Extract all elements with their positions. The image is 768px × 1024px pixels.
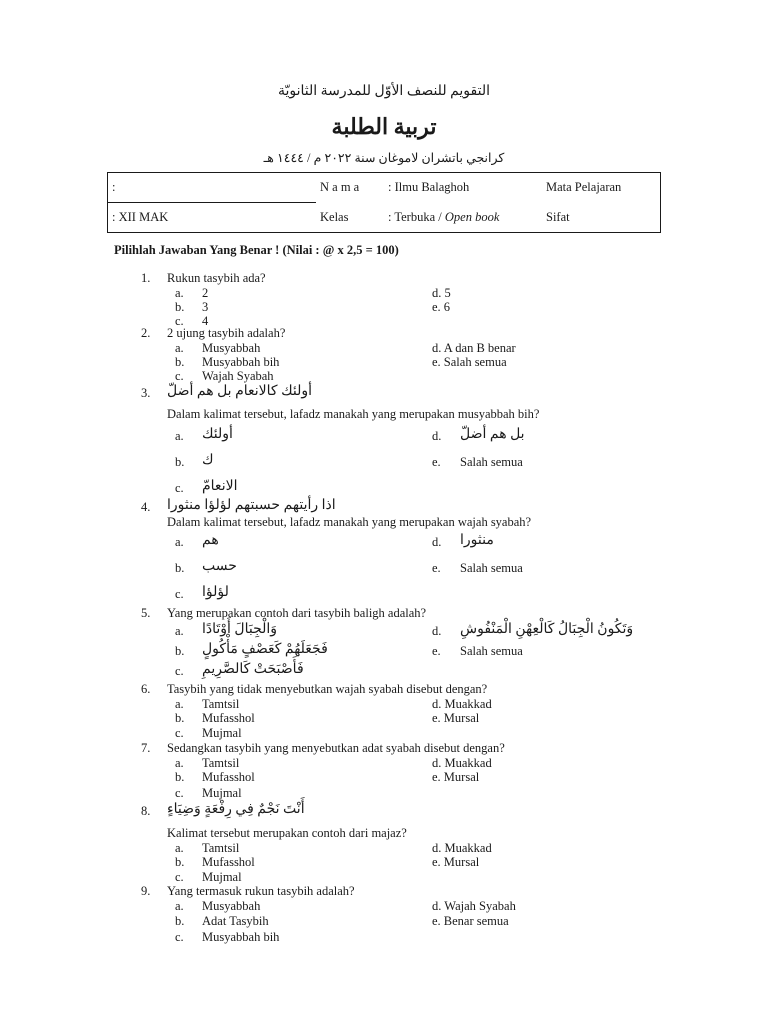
option-letter-e: e. xyxy=(432,561,441,575)
option-letter-a: a. xyxy=(175,697,184,711)
question-number: 5. xyxy=(141,606,151,620)
option-letter-b: b. xyxy=(175,355,185,369)
option-e: e. 6 xyxy=(432,300,451,314)
class-value: : XII MAK xyxy=(108,203,317,233)
question-text: اذا رأيتهم حسبتهم لؤلؤا منثورا xyxy=(167,498,336,513)
option-b: حسب xyxy=(202,559,237,574)
option-letter-c: c. xyxy=(175,481,184,495)
option-a: هم xyxy=(202,533,219,548)
option-c: Musyabbah bih xyxy=(202,930,280,944)
question-subtext: Dalam kalimat tersebut, lafadz manakah yang merupakan wajah syabah? xyxy=(167,515,532,529)
option-letter-b: b. xyxy=(175,770,185,784)
exam-header-line: التقويم للنصف الأوّل للمدرسة الثانويّة xyxy=(278,84,490,99)
question-text: أَنْتَ نَجْمٌ فِي رِفْعَةٍ وَضِيَاءٍ xyxy=(167,802,305,817)
question-number: 6. xyxy=(141,682,151,696)
option-c: 4 xyxy=(202,314,209,328)
option-e: Salah semua xyxy=(460,561,523,575)
type-value xyxy=(384,203,542,233)
option-c: الانعامّ xyxy=(202,479,238,494)
option-letter-a: a. xyxy=(175,756,184,770)
option-letter-a: a. xyxy=(175,429,184,443)
option-c: Mujmal xyxy=(202,726,242,740)
option-letter-b: b. xyxy=(175,855,185,869)
option-a: Musyabbah xyxy=(202,899,261,913)
option-e: e. Mursal xyxy=(432,770,480,784)
option-d: d. Muakkad xyxy=(432,697,492,711)
option-b: Mufasshol xyxy=(202,770,255,784)
option-letter-d: d. xyxy=(432,535,442,549)
option-d: وَتَكُونُ الْجِبَالُ كَالْعِهْنِ الْمَنْفُوشِ xyxy=(460,622,634,637)
option-c: Wajah Syabah xyxy=(202,369,274,383)
option-letter-c: c. xyxy=(175,870,184,884)
option-e: e. Mursal xyxy=(432,855,480,869)
option-letter-c: c. xyxy=(175,587,184,601)
question-number: 1. xyxy=(141,271,151,285)
subject-label: Mata Pelajaran xyxy=(546,180,622,195)
option-d: منثورا xyxy=(460,533,494,548)
option-letter-a: a. xyxy=(175,841,184,855)
option-letter-c: c. xyxy=(175,930,184,944)
option-a: 2 xyxy=(202,286,209,300)
name-value: : xyxy=(112,180,116,194)
option-letter-e: e. xyxy=(432,644,441,658)
option-letter-c: c. xyxy=(175,314,184,328)
option-letter-a: a. xyxy=(175,286,184,300)
option-e: Salah semua xyxy=(460,455,523,469)
option-d: d. Wajah Syabah xyxy=(432,899,516,913)
question-number: 4. xyxy=(141,500,151,514)
exam-title: تربية الطلبة xyxy=(331,114,437,139)
option-e: e. Salah semua xyxy=(432,355,507,369)
option-b: فَجَعَلَهُمْ كَعَصْفٍ مَأْكُولٍ xyxy=(202,642,328,657)
question-number: 2. xyxy=(141,326,151,340)
option-letter-c: c. xyxy=(175,664,184,678)
option-b: Mufasshol xyxy=(202,711,255,725)
question-number: 7. xyxy=(141,741,151,755)
option-d: d. Muakkad xyxy=(432,841,492,855)
question-text: Yang termasuk rukun tasybih adalah? xyxy=(167,884,355,898)
option-b: Musyabbah bih xyxy=(202,355,280,369)
option-letter-b: b. xyxy=(175,644,185,658)
option-a: وَالْجِبَالَ أَوْتَادًا xyxy=(202,622,278,637)
exam-subheader: كرانجي باتشران لاموغان سنة ٢٠٢٢ م / ١٤٤٤ هـ xyxy=(263,151,505,165)
question-number: 8. xyxy=(141,804,151,818)
question-number: 9. xyxy=(141,884,151,898)
option-e: e. Benar semua xyxy=(432,914,509,928)
option-letter-d: d. xyxy=(432,624,442,638)
option-e: e. Mursal xyxy=(432,711,480,725)
option-d: d. Muakkad xyxy=(432,756,492,770)
option-a: أولئك xyxy=(202,427,233,442)
option-letter-a: a. xyxy=(175,535,184,549)
question-text: Rukun tasybih ada? xyxy=(167,271,266,285)
option-b: ك xyxy=(202,453,214,468)
type-value-italic: Open book xyxy=(444,209,500,224)
option-letter-c: c. xyxy=(175,786,184,800)
question-text: Tasybih yang tidak menyebutkan wajah syabah disebut dengan? xyxy=(167,682,488,696)
question-text: Sedangkan tasybih yang menyebutkan adat syabah disebut dengan? xyxy=(167,741,505,755)
option-letter-b: b. xyxy=(175,914,185,928)
type-label: Sifat xyxy=(546,209,570,224)
option-c: Mujmal xyxy=(202,786,242,800)
option-c: Mujmal xyxy=(202,870,242,884)
option-letter-c: c. xyxy=(175,726,184,740)
option-a: Musyabbah xyxy=(202,341,261,355)
question-text: أولئك كالانعام بل هم أضلّ xyxy=(167,384,313,399)
student-info-table xyxy=(107,172,661,233)
class-label: Kelas xyxy=(320,209,349,224)
subject-value: : Ilmu Balaghoh xyxy=(388,180,470,195)
type-value-text: : Terbuka / xyxy=(388,209,445,224)
instruction: Pilihlah Jawaban Yang Benar ! (Nilai : @ x 2,5 = 100) xyxy=(114,243,399,257)
question-text: 2 ujung tasybih adalah? xyxy=(167,326,286,340)
option-b: 3 xyxy=(202,300,209,314)
question-number: 3. xyxy=(141,386,151,400)
option-c: فَأَصْبَحَتْ كَالصَّرِيمِ xyxy=(202,662,304,677)
option-letter-e: e. xyxy=(432,455,441,469)
option-a: Tamtsil xyxy=(202,841,240,855)
option-b: Mufasshol xyxy=(202,855,255,869)
option-letter-a: a. xyxy=(175,899,184,913)
option-letter-a: a. xyxy=(175,624,184,638)
option-letter-b: b. xyxy=(175,711,185,725)
option-letter-b: b. xyxy=(175,561,185,575)
question-subtext: Dalam kalimat tersebut, lafadz manakah yang merupakan musyabbah bih? xyxy=(167,407,540,421)
option-e: Salah semua xyxy=(460,644,523,658)
option-letter-b: b. xyxy=(175,455,185,469)
option-d: بل هم أضلّ xyxy=(460,427,525,442)
option-a: Tamtsil xyxy=(202,756,240,770)
option-c: لؤلؤا xyxy=(202,585,229,600)
option-letter-a: a. xyxy=(175,341,184,355)
question-text: Yang merupakan contoh dari tasybih baligh adalah? xyxy=(167,606,427,620)
option-d: d. A dan B benar xyxy=(432,341,516,355)
option-a: Tamtsil xyxy=(202,697,240,711)
option-b: Adat Tasybih xyxy=(202,914,269,928)
name-label: N a m a xyxy=(320,180,360,195)
question-subtext: Kalimat tersebut merupakan contoh dari majaz? xyxy=(167,826,407,840)
option-letter-b: b. xyxy=(175,300,185,314)
option-letter-d: d. xyxy=(432,429,442,443)
option-d: d. 5 xyxy=(432,286,451,300)
option-letter-c: c. xyxy=(175,369,184,383)
